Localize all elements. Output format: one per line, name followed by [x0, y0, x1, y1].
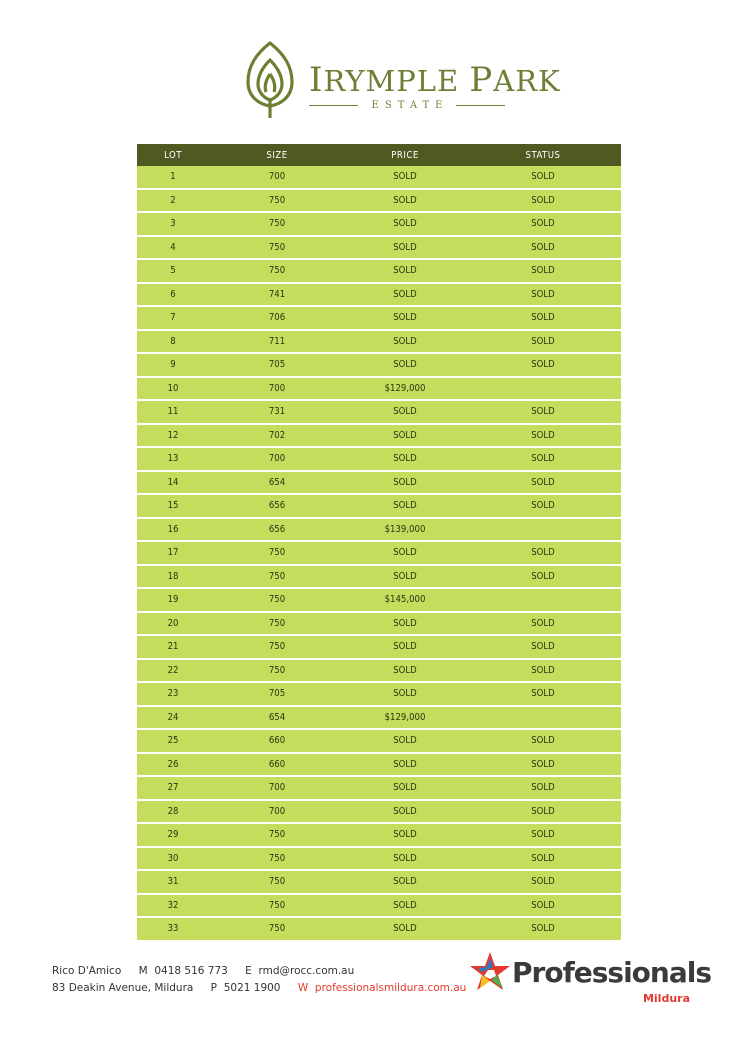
table-row	[137, 659, 621, 683]
table-row	[137, 353, 621, 377]
cell-lot: 7	[137, 306, 209, 330]
cell-lot: 5	[137, 259, 209, 283]
table-row	[137, 166, 621, 189]
lot-price-table	[137, 144, 621, 940]
cell-size: 654	[209, 706, 345, 730]
table-header-row	[137, 144, 621, 166]
email-label: E	[245, 965, 252, 977]
table-row	[137, 518, 621, 542]
cell-lot: 29	[137, 823, 209, 847]
cell-status: SOLD	[465, 894, 621, 918]
cell-status: SOLD	[465, 635, 621, 659]
cell-price: SOLD	[345, 847, 465, 871]
cell-size: 750	[209, 189, 345, 213]
cell-size: 750	[209, 259, 345, 283]
cell-size: 654	[209, 471, 345, 495]
cell-lot: 28	[137, 800, 209, 824]
cell-status	[465, 706, 621, 730]
cell-size: 660	[209, 729, 345, 753]
cell-status	[465, 588, 621, 612]
cell-status: SOLD	[465, 447, 621, 471]
cell-lot: 26	[137, 753, 209, 777]
table-row	[137, 776, 621, 800]
table-row	[137, 471, 621, 495]
cell-lot: 21	[137, 635, 209, 659]
table-row	[137, 212, 621, 236]
table-row	[137, 236, 621, 260]
cell-status: SOLD	[465, 306, 621, 330]
cell-price: SOLD	[345, 541, 465, 565]
cell-lot: 8	[137, 330, 209, 354]
cell-status: SOLD	[465, 424, 621, 448]
cell-lot: 18	[137, 565, 209, 589]
cell-size: 750	[209, 823, 345, 847]
cell-status: SOLD	[465, 847, 621, 871]
cell-price: SOLD	[345, 330, 465, 354]
cell-size: 750	[209, 541, 345, 565]
table-row	[137, 917, 621, 940]
table-row	[137, 377, 621, 401]
cell-price: SOLD	[345, 306, 465, 330]
cell-status: SOLD	[465, 212, 621, 236]
estate-name: IRYMPLE PARK	[309, 60, 561, 100]
table-row	[137, 870, 621, 894]
table-row	[137, 800, 621, 824]
contact-line-1	[52, 963, 466, 980]
cell-status: SOLD	[465, 471, 621, 495]
estate-logo	[236, 38, 561, 124]
table-body	[137, 166, 621, 940]
cell-lot: 23	[137, 682, 209, 706]
cell-size: 750	[209, 870, 345, 894]
cell-size: 750	[209, 236, 345, 260]
cell-lot: 10	[137, 377, 209, 401]
cell-status: SOLD	[465, 541, 621, 565]
agent-name: Rico D'Amico	[52, 965, 122, 977]
table-row	[137, 189, 621, 213]
table-row	[137, 400, 621, 424]
cell-size: 700	[209, 800, 345, 824]
cell-size: 700	[209, 447, 345, 471]
cell-status: SOLD	[465, 823, 621, 847]
cell-size: 750	[209, 635, 345, 659]
cell-price: $129,000	[345, 377, 465, 401]
cell-price: SOLD	[345, 823, 465, 847]
cell-status: SOLD	[465, 753, 621, 777]
table-row	[137, 259, 621, 283]
cell-status: SOLD	[465, 612, 621, 636]
cell-size: 700	[209, 166, 345, 189]
cell-size: 700	[209, 377, 345, 401]
cell-price: $129,000	[345, 706, 465, 730]
cell-price: SOLD	[345, 612, 465, 636]
table-row	[137, 565, 621, 589]
table-row	[137, 588, 621, 612]
cell-size: 750	[209, 588, 345, 612]
cell-size: 750	[209, 565, 345, 589]
table-row	[137, 447, 621, 471]
cell-status: SOLD	[465, 659, 621, 683]
cell-lot: 27	[137, 776, 209, 800]
table-row	[137, 682, 621, 706]
cell-size: 656	[209, 518, 345, 542]
table-row	[137, 729, 621, 753]
cell-status: SOLD	[465, 682, 621, 706]
cell-lot: 4	[137, 236, 209, 260]
cell-status: SOLD	[465, 330, 621, 354]
agency-branch: Mildura	[642, 992, 690, 1005]
header-size: SIZE	[209, 144, 345, 166]
phone-label: P	[210, 982, 218, 994]
cell-price: SOLD	[345, 729, 465, 753]
cell-price: SOLD	[345, 659, 465, 683]
email-address[interactable]: rmd@rocc.com.au	[258, 965, 355, 977]
cell-status: SOLD	[465, 565, 621, 589]
cell-status: SOLD	[465, 400, 621, 424]
cell-status: SOLD	[465, 283, 621, 307]
table-row	[137, 847, 621, 871]
cell-lot: 15	[137, 494, 209, 518]
cell-size: 750	[209, 212, 345, 236]
cell-size: 705	[209, 682, 345, 706]
cell-lot: 17	[137, 541, 209, 565]
cell-price: SOLD	[345, 917, 465, 940]
web-label: W	[297, 982, 309, 994]
table-row	[137, 823, 621, 847]
header-price: PRICE	[345, 144, 465, 166]
cell-price: SOLD	[345, 353, 465, 377]
table-row	[137, 330, 621, 354]
cell-size: 750	[209, 894, 345, 918]
cell-size: 702	[209, 424, 345, 448]
table-row	[137, 753, 621, 777]
cell-size: 711	[209, 330, 345, 354]
header-lot: LOT	[137, 144, 209, 166]
cell-status: SOLD	[465, 236, 621, 260]
table-row	[137, 306, 621, 330]
cell-lot: 22	[137, 659, 209, 683]
cell-lot: 6	[137, 283, 209, 307]
cell-lot: 2	[137, 189, 209, 213]
star-logo-icon	[468, 950, 512, 994]
cell-size: 741	[209, 283, 345, 307]
cell-price: SOLD	[345, 776, 465, 800]
cell-status: SOLD	[465, 259, 621, 283]
office-address: 83 Deakin Avenue, Mildura	[52, 982, 194, 994]
phone-number: 5021 1900	[223, 982, 281, 994]
cell-lot: 33	[137, 917, 209, 940]
cell-price: SOLD	[345, 400, 465, 424]
cell-lot: 13	[137, 447, 209, 471]
estate-subtitle: ESTATE	[309, 98, 505, 112]
cell-size: 660	[209, 753, 345, 777]
cell-lot: 14	[137, 471, 209, 495]
cell-price: SOLD	[345, 424, 465, 448]
cell-status: SOLD	[465, 166, 621, 189]
cell-price: SOLD	[345, 189, 465, 213]
cell-price: SOLD	[345, 212, 465, 236]
table-row	[137, 706, 621, 730]
cell-status: SOLD	[465, 776, 621, 800]
cell-size: 700	[209, 776, 345, 800]
cell-size: 750	[209, 612, 345, 636]
cell-lot: 9	[137, 353, 209, 377]
cell-price: SOLD	[345, 447, 465, 471]
cell-size: 705	[209, 353, 345, 377]
cell-price: SOLD	[345, 682, 465, 706]
cell-lot: 32	[137, 894, 209, 918]
cell-status	[465, 377, 621, 401]
cell-status: SOLD	[465, 917, 621, 940]
cell-price: SOLD	[345, 870, 465, 894]
cell-size: 656	[209, 494, 345, 518]
cell-lot: 11	[137, 400, 209, 424]
cell-price: SOLD	[345, 166, 465, 189]
website-link[interactable]: professionalsmildura.com.au	[314, 982, 467, 994]
agency-name: Professionals	[512, 956, 711, 989]
cell-price: SOLD	[345, 894, 465, 918]
cell-price: $139,000	[345, 518, 465, 542]
cell-size: 750	[209, 847, 345, 871]
table-row	[137, 635, 621, 659]
cell-status: SOLD	[465, 189, 621, 213]
cell-lot: 25	[137, 729, 209, 753]
cell-price: SOLD	[345, 635, 465, 659]
cell-lot: 1	[137, 166, 209, 189]
table-row	[137, 541, 621, 565]
divider	[309, 105, 358, 106]
cell-size: 750	[209, 917, 345, 940]
cell-size: 731	[209, 400, 345, 424]
cell-status: SOLD	[465, 729, 621, 753]
cell-price: SOLD	[345, 800, 465, 824]
cell-lot: 30	[137, 847, 209, 871]
cell-status: SOLD	[465, 494, 621, 518]
cell-lot: 3	[137, 212, 209, 236]
cell-size: 750	[209, 659, 345, 683]
table-row	[137, 424, 621, 448]
cell-lot: 20	[137, 612, 209, 636]
cell-price: SOLD	[345, 494, 465, 518]
cell-status: SOLD	[465, 870, 621, 894]
cell-lot: 12	[137, 424, 209, 448]
cell-price: SOLD	[345, 565, 465, 589]
cell-price: $145,000	[345, 588, 465, 612]
table-row	[137, 283, 621, 307]
cell-price: SOLD	[345, 471, 465, 495]
table-row	[137, 612, 621, 636]
header-status: STATUS	[465, 144, 621, 166]
cell-status: SOLD	[465, 800, 621, 824]
contact-details	[52, 963, 466, 997]
cell-price: SOLD	[345, 236, 465, 260]
cell-price: SOLD	[345, 283, 465, 307]
cell-size: 706	[209, 306, 345, 330]
cell-lot: 31	[137, 870, 209, 894]
contact-line-2	[52, 980, 466, 997]
cell-price: SOLD	[345, 753, 465, 777]
mobile-label: M	[138, 965, 148, 977]
agency-logo	[468, 950, 711, 1010]
cell-status: SOLD	[465, 353, 621, 377]
leaf-logo-icon	[244, 40, 296, 120]
cell-lot: 19	[137, 588, 209, 612]
cell-lot: 16	[137, 518, 209, 542]
table-row	[137, 894, 621, 918]
cell-status	[465, 518, 621, 542]
table-row	[137, 494, 621, 518]
mobile-number: 0418 516 773	[154, 965, 228, 977]
cell-price: SOLD	[345, 259, 465, 283]
cell-lot: 24	[137, 706, 209, 730]
divider	[456, 105, 505, 106]
